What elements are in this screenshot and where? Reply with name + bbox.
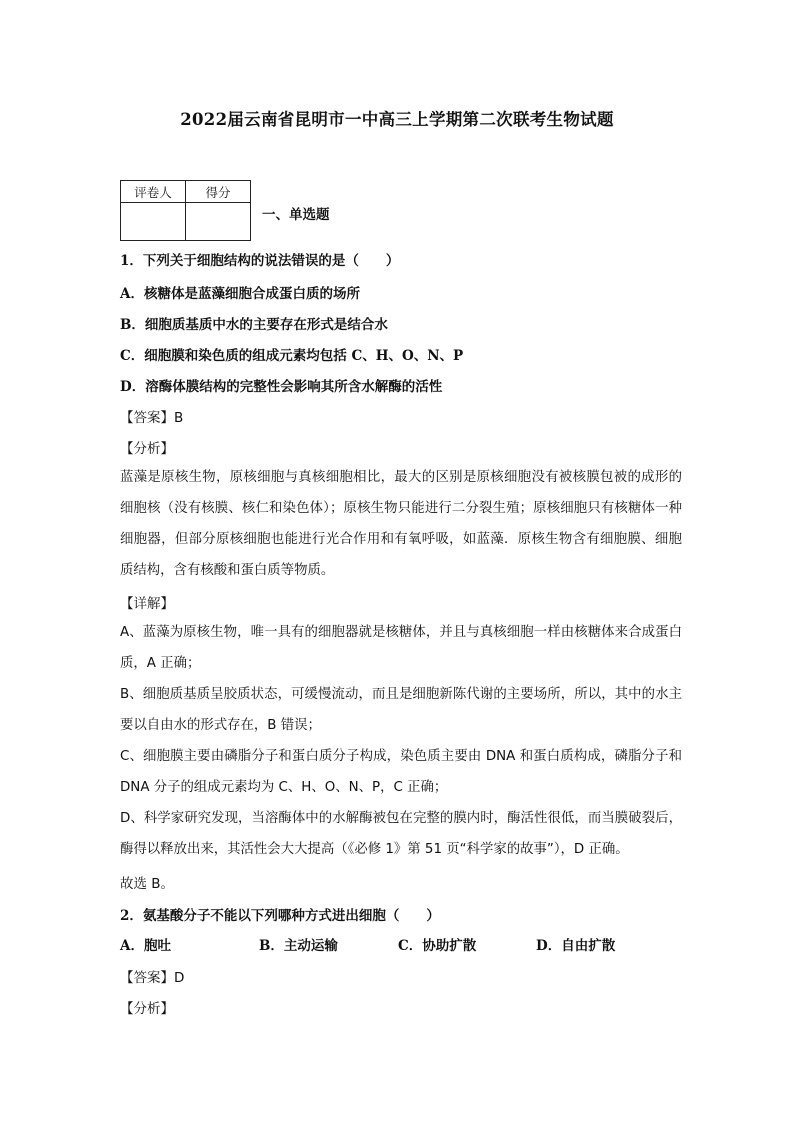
question-1-detail-b: B、细胞质基质呈胶质状态，可缓慢流动，而且是细胞新陈代谢的主要场所，所以，其中的水主要以自由水的形式存在，B 错误； [120,687,682,733]
question-2-option-c: C．协助扩散 [398,938,477,954]
question-2-option-a: A．胞吐 [120,938,171,954]
question-2-option-b: B．主动运输 [259,938,338,954]
score-table [120,180,251,241]
question-1-analysis-label: 【分析】 [120,441,174,457]
grader-cell [121,203,186,241]
grader-header: 评卷人 [121,181,186,203]
question-1-answer [120,406,682,426]
score-cell [186,203,251,241]
question-1-detail-a: A、蓝藻为原核生物，唯一具有的细胞器就是核糖体，并且与真核细胞一样由核糖体来合成蛋白质，A 正确； [120,625,682,671]
q2-answer-label: 【答案】 [120,970,174,986]
answer-label: 【答案】 [120,410,174,426]
answer-value: B [174,410,184,426]
question-2-option-d: D．自由扩散 [536,938,616,954]
question-1-option-c: C．细胞膜和染色质的组成元素均包括 C、H、O、N、P [120,348,464,364]
question-1-detail-c: C、细胞膜主要由磷脂分子和蛋白质分子构成，染色质主要由 DNA 和蛋白质构成，磷脂分子和 DNA 分子的组成元素均为 C、H、O、N、P，C 正确； [120,749,682,795]
question-1-conclusion: 故选 B。 [120,876,175,892]
question-1-option-d: D．溶酶体膜结构的完整性会影响其所含水解酶的活性 [120,379,443,395]
score-header: 得分 [186,181,251,203]
page-title: 2022届云南省昆明市一中高三上学期第二次联考生物试题 [180,110,614,129]
q2-answer-value: D [174,970,185,986]
question-1-stem: 1．下列关于细胞结构的说法错误的是（ ） [120,253,400,269]
question-1-option-b: B．细胞质基质中水的主要存在形式是结合水 [120,317,388,333]
question-2-analysis-label: 【分析】 [120,1001,174,1017]
section-heading: 一、单选题 [262,207,330,223]
question-1-detail-d: D、科学家研究发现，当溶酶体中的水解酶被包在完整的膜内时，酶活性很低，而当膜破裂后，酶得以释放出来，其活性会大大提高（《必修 1》第 51 页“科学家的故事”），D 正确。 [120,811,682,857]
question-2-answer [120,966,682,986]
question-1-option-a: A．核糖体是蓝藻细胞合成蛋白质的场所 [120,286,360,302]
question-2-stem: 2．氨基酸分子不能以下列哪种方式进出细胞（ ） [120,908,440,924]
question-1-detail-label: 【详解】 [120,596,174,612]
question-1-analysis-text: 蓝藻是原核生物，原核细胞与真核细胞相比，最大的区别是原核细胞没有被核膜包被的成形的细胞核（没有核膜、核仁和染色体）；原核生物只能进行二分裂生殖；原核细胞只有核糖体一种细胞器，但部分原核细胞也能进行光合作用和有氧呼吸，如蓝藻．原核生物含有细胞膜、细胞质结构，含有核酸和蛋白质等物质。 [120,470,682,578]
